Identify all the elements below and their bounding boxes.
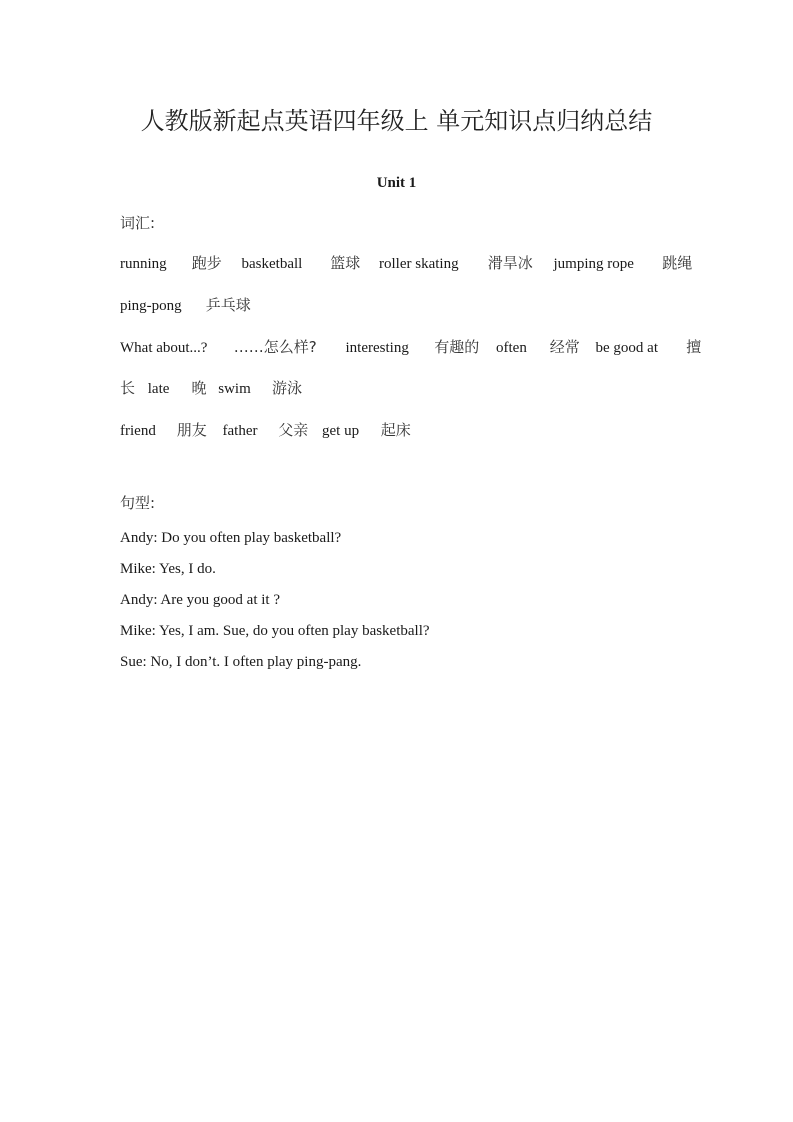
vocab-en: get up [322, 423, 360, 439]
vocab-line [120, 252, 693, 275]
vocab-en: late [147, 381, 170, 397]
vocab-en: swim [218, 381, 251, 397]
vocab-zh: 有趣的 [434, 338, 480, 356]
vocab-zh: 滑旱冰 [487, 254, 533, 272]
vocab-en: father [222, 423, 258, 439]
vocab-zh: 擅 [686, 338, 702, 356]
vocab-line [120, 294, 680, 317]
dialogue-line: Mike: Yes, I am. Sue, do you often play basketball? [120, 623, 430, 639]
vocab-zh: 篮球 [330, 254, 361, 272]
dialogue-line: Sue: No, I don’t. I often play ping-pang. [120, 654, 362, 670]
vocab-line [120, 377, 680, 400]
sentence-heading: 句型: [120, 494, 156, 512]
vocab-en: friend [120, 423, 156, 439]
vocab-zh: 起床 [380, 421, 411, 439]
vocab-en: often [496, 340, 527, 356]
vocab-zh: 游泳 [272, 379, 303, 397]
vocab-en: ping-pong [120, 298, 182, 314]
vocab-zh: 父亲 [278, 421, 309, 439]
vocab-en: What about...? [120, 340, 208, 356]
dialogue-line: Andy: Are you good at it ? [120, 592, 280, 608]
vocab-en: basketball [241, 256, 303, 272]
vocab-zh: 跳绳 [662, 254, 693, 272]
vocab-zh: 朋友 [176, 421, 207, 439]
vocab-zh: ……怎么样? [233, 338, 317, 356]
vocab-zh: 跑步 [191, 254, 222, 272]
vocab-zh: 乒乓球 [205, 296, 251, 314]
vocab-zh: 长 [120, 379, 136, 397]
vocab-en: running [120, 256, 167, 272]
vocab-en: interesting [345, 340, 409, 356]
vocab-en: be good at [595, 340, 658, 356]
vocab-line [120, 419, 680, 442]
vocab-zh: 经常 [549, 338, 580, 356]
vocab-heading: 词汇: [120, 214, 156, 232]
unit-heading: Unit 1 [376, 175, 417, 191]
dialogue-line: Mike: Yes, I do. [120, 561, 216, 577]
dialogue-line: Andy: Do you often play basketball? [120, 530, 342, 546]
document-title: 人教版新起点英语四年级上 单元知识点归纳总结 [140, 107, 653, 135]
vocab-en: roller skating [379, 256, 459, 272]
vocab-en: jumping rope [553, 256, 634, 272]
vocab-line [120, 336, 702, 359]
vocab-zh: 晚 [191, 379, 207, 397]
